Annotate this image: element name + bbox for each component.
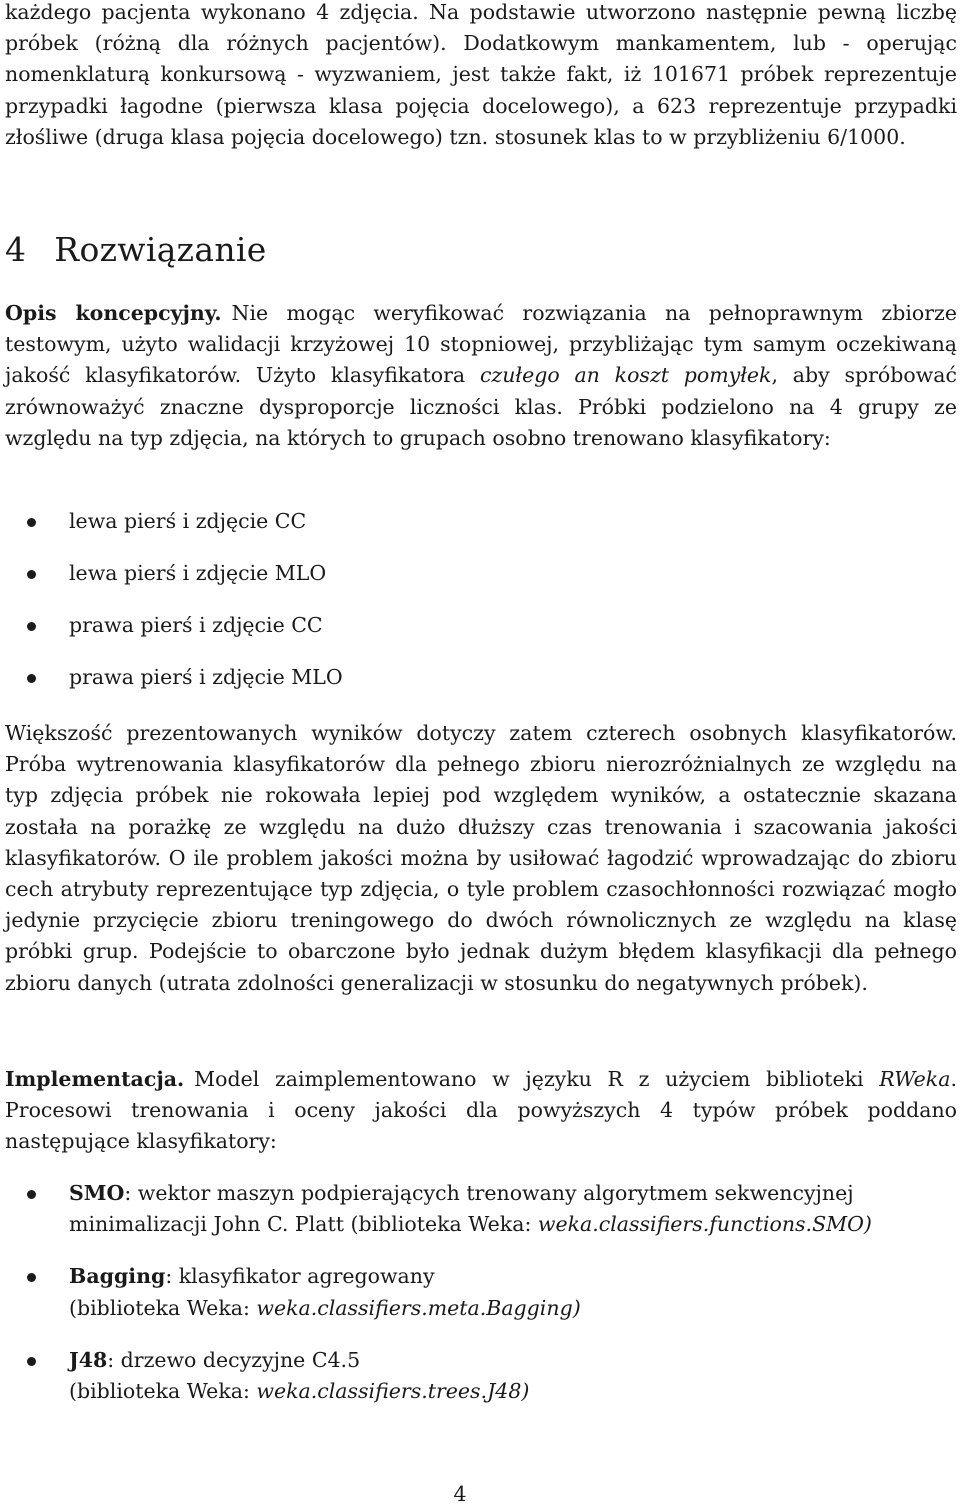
- concept-lead: Opis koncepcyjny.: [5, 301, 222, 325]
- list-item-bagging: [5, 1261, 957, 1323]
- classifier-desc: : drzewo decyzyjne C4.5: [107, 1347, 361, 1372]
- implementation-italic: RWeka: [879, 1067, 951, 1091]
- classifier-lib: weka.classifiers.functions.SMO): [537, 1212, 872, 1237]
- section-heading: [5, 230, 267, 270]
- classifier-desc: : wektor maszyn podpierających trenowany algorytmem sekwencyjnej minimalizacji John C. Platt (biblioteka Weka:: [69, 1181, 854, 1237]
- list-item: prawa pierś i zdjęcie MLO: [5, 662, 957, 714]
- classifier-name: Bagging: [69, 1264, 166, 1289]
- classifier-lib: weka.classifiers.meta.Bagging): [256, 1295, 581, 1320]
- section-title: Rozwiązanie: [54, 230, 267, 269]
- implementation-text-a: Model zaimplementowano w języku R z użyciem biblioteki: [194, 1067, 864, 1091]
- concept-text-a: Nie mogąc weryfikować rozwiązania na pełnoprawnym zbiorze testowym, użyto walidacji krzyżowej 10 stopniowej, przybliżając tym samym oczekiwaną jakość klasyfikatorów. Użyto klasyfikatora: [5, 301, 957, 388]
- implementation-paragraph: [5, 1064, 957, 1158]
- list-item: lewa pierś i zdjęcie CC: [5, 506, 957, 558]
- intro-paragraph: każdego pacjenta wykonano 4 zdjęcia. Na podstawie utworzono następnie pewną liczbę próbek (różną dla różnych pacjentów). Dodatkowym mankamentem, lub - operując nomenklaturą konkursową - wyzwaniem, jest także fakt, iż 101671 próbek reprezentuje przypadki łagodne (pierwsza klasa pojęcia docelowego), a 623 reprezentuje przypadki złośliwe (druga klasa pojęcia docelowego) tzn. stosunek klas to w przybliżeniu 6/1000.: [5, 0, 957, 149]
- classifier-name: SMO: [69, 1181, 125, 1205]
- classifier-desc: : klasyfikator agregowany: [165, 1264, 435, 1289]
- page-number: 4: [453, 1482, 467, 1506]
- list-item: prawa pierś i zdjęcie CC: [5, 610, 957, 662]
- classifier-desc2: (biblioteka Weka:: [69, 1379, 257, 1404]
- implementation-text-b: . Procesowi trenowania i oceny jakości dla powyższych 4 typów próbek poddano następujące klasyfikatory:: [5, 1067, 957, 1154]
- classifier-desc2: (biblioteka Weka:: [69, 1295, 257, 1320]
- classifier-name: J48: [69, 1347, 108, 1372]
- concept-italic: czułego an koszt pomyłek: [479, 363, 772, 388]
- concept-paragraph: [5, 298, 957, 454]
- list-item-j48: [5, 1345, 957, 1407]
- classifier-lib: weka.classifiers.trees.J48): [256, 1379, 530, 1404]
- concept-text-b: , aby spróbować zrównoważyć znaczne dysproporcje liczności klas. Próbki podzielono na 4 grupy ze względu na typ zdjęcia, na których to grupach osobno trenowano klasyfikatory:: [5, 363, 957, 450]
- section-number: 4: [5, 230, 27, 269]
- implementation-lead: Implementacja.: [5, 1067, 185, 1091]
- groups-list: [5, 506, 957, 714]
- results-paragraph: Większość prezentowanych wyników dotyczy zatem czterech osobnych klasyfikatorów. Próba wytrenowania klasyfikatorów dla pełnego zbioru nierozróżnialnych ze względu na typ zdjęcia próbek nie rokowała lepiej pod względem wyników, a ostatecznie skazana została na porażkę ze względu na dużo dłuższy czas trenowania i szacowania jakości klasyfikatorów. O ile problem jakości można by usiłować łagodzić wprowadzając do zbioru cech atrybuty reprezentujące typ zdjęcia, o tyle problem czasochłonności rozwiązać mogło jedynie przycięcie zbioru treningowego do dwóch równolicznych ze względu na klasę próbki grup. Podejście to obarczone było jednak dużym błędem klasyfikacji dla pełnego zbioru danych (utrata zdolności generalizacji w stosunku do negatywnych próbek).: [5, 721, 957, 995]
- classifiers-list: [5, 1178, 957, 1407]
- list-item-smo: [5, 1178, 957, 1240]
- list-item: lewa pierś i zdjęcie MLO: [5, 558, 957, 610]
